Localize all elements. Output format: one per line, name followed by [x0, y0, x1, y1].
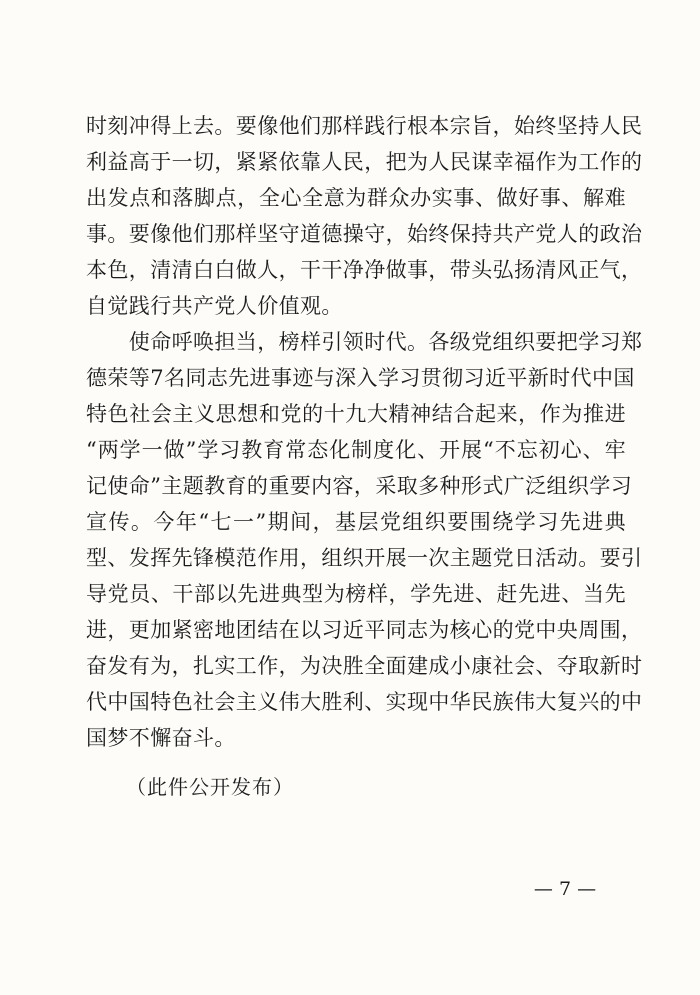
body-line-9: 特色社会主义思想和党的十九大精神结合起来，作为推进	[86, 402, 626, 426]
body-line-1: 时刻冲得上去。要像他们那样践行根本宗旨，始终坚持人民	[86, 114, 643, 138]
body-line-3: 出发点和落脚点，全心全意为群众办实事、做好事、解难	[86, 186, 626, 210]
page-number: — 7 —	[533, 878, 597, 900]
body-line-15: 进，更加紧密地团结在以习近平同志为核心的党中央周围，	[86, 618, 643, 642]
body-line-14: 导党员、干部以先进典型为榜样，学先进、赶先进、当先	[86, 582, 626, 606]
body-line-7: 使命呼唤担当，榜样引领时代。各级党组织要把学习郑	[86, 330, 643, 354]
body-line-11: 记使命”主题教育的重要内容，采取多种形式广泛组织学习	[86, 474, 633, 498]
publication-note: （此件公开发布）	[126, 775, 294, 799]
body-line-16: 奋发有为，扎实工作，为决胜全面建成小康社会、夺取新时	[86, 654, 643, 678]
body-line-10: “两学一做”学习教育常态化制度化、开展“不忘初心、牢	[86, 438, 626, 462]
body-line-2: 利益高于一切，紧紧依靠人民，把为人民谋幸福作为工作的	[86, 150, 643, 174]
body-line-6: 自觉践行共产党人价值观。	[86, 294, 343, 318]
body-line-5: 本色，清清白白做人，干干净净做事，带头弘扬清风正气，	[86, 258, 643, 282]
body-line-17: 代中国特色社会主义伟大胜利、实现中华民族伟大复兴的中	[86, 690, 643, 714]
body-line-18: 国梦不懈奋斗。	[86, 726, 236, 750]
body-line-4: 事。要像他们那样坚守道德操守，始终保持共产党人的政治	[86, 222, 643, 246]
body-line-12: 宣传。今年“七一”期间，基层党组织要围绕学习先进典	[86, 510, 626, 534]
body-line-8: 德荣等7名同志先进事迹与深入学习贯彻习近平新时代中国	[86, 366, 635, 390]
body-line-13: 型、发挥先锋模范作用，组织开展一次主题党日活动。要引	[86, 546, 643, 570]
